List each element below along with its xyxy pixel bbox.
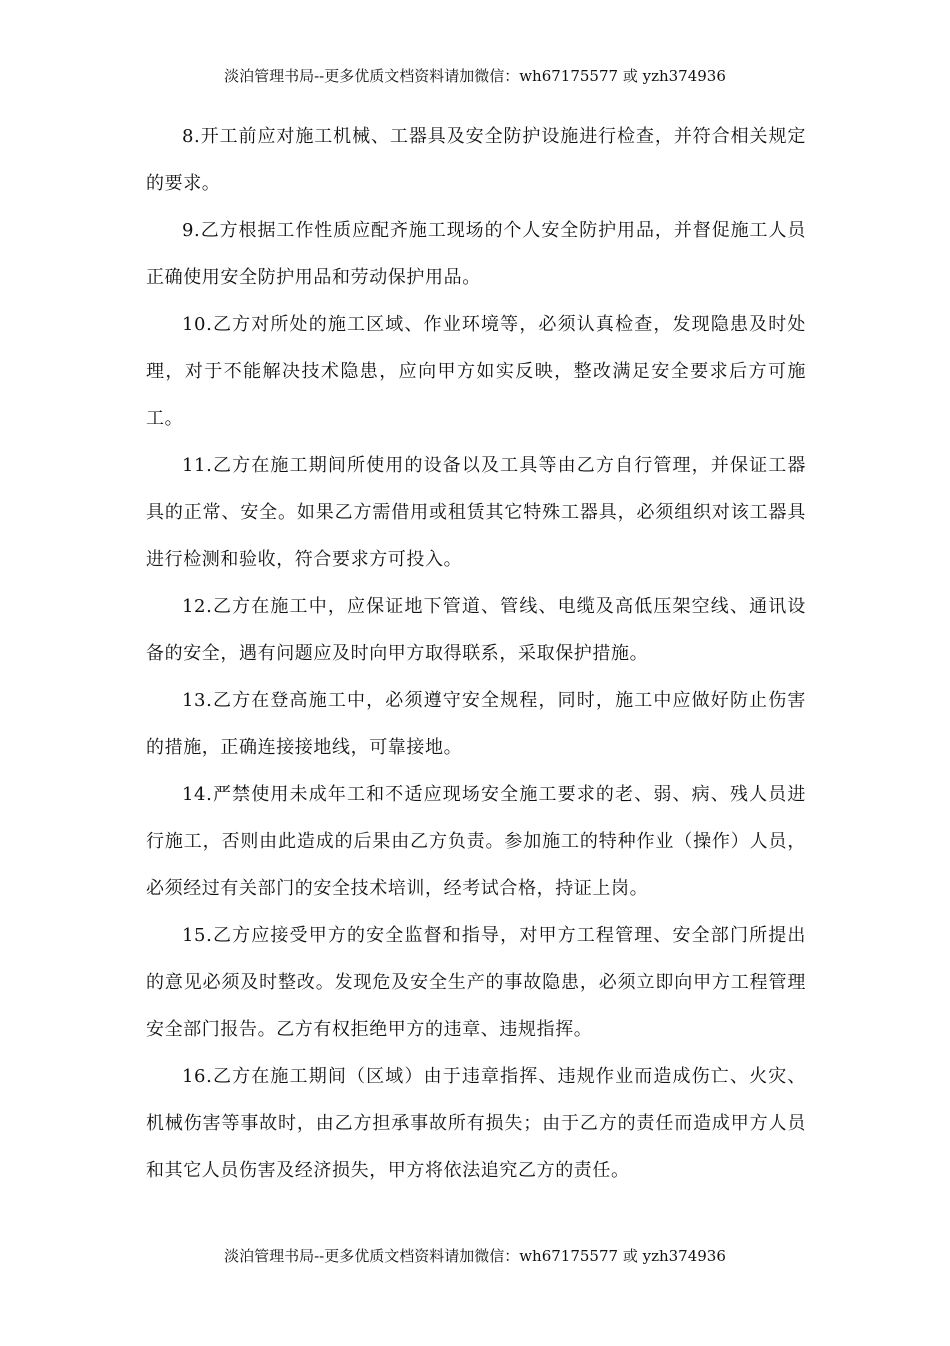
clause-14: 14.严禁使用未成年工和不适应现场安全施工要求的老、弱、病、残人员进行施工，否则由此造成的后果由乙方负责。参加施工的特种作业（操作）人员，必须经过有关部门的安全技术培训，经考试合格，持证上岗。 — [146, 784, 806, 899]
clause-13: 13.乙方在登高施工中，必须遵守安全规程，同时，施工中应做好防止伤害的措施，正确连接接地线，可靠接地。 — [146, 690, 806, 758]
clause-16: 16.乙方在施工期间（区域）由于违章指挥、违规作业而造成伤亡、火灾、机械伤害等事故时，由乙方担承事故所有损失；由于乙方的责任而造成甲方人员和其它人员伤害及经济损失，甲方将依法追究乙方的责任。 — [146, 1066, 806, 1181]
clause-12: 12.乙方在施工中，应保证地下管道、管线、电缆及高低压架空线、通讯设备的安全，遇有问题应及时向甲方取得联系，采取保护措施。 — [146, 596, 806, 664]
document-body — [146, 113, 806, 1194]
clause-9: 9.乙方根据工作性质应配齐施工现场的个人安全防护用品，并督促施工人员正确使用安全防护用品和劳动保护用品。 — [146, 220, 806, 288]
clause-15: 15.乙方应接受甲方的安全监督和指导，对甲方工程管理、安全部门所提出的意见必须及时整改。发现危及安全生产的事故隐患，必须立即向甲方工程管理安全部门报告。乙方有权拒绝甲方的违章、违规指挥。 — [146, 925, 806, 1040]
page-header: 淡泊管理书局--更多优质文档资料请加微信：wh67175577 或 yzh374936 — [224, 67, 726, 85]
clause-11: 11.乙方在施工期间所使用的设备以及工具等由乙方自行管理，并保证工器具的正常、安全。如果乙方需借用或租赁其它特殊工器具，必须组织对该工器具进行检测和验收，符合要求方可投入。 — [146, 455, 806, 570]
clause-8: 8.开工前应对施工机械、工器具及安全防护设施进行检查，并符合相关规定的要求。 — [146, 126, 806, 194]
clause-10: 10.乙方对所处的施工区域、作业环境等，必须认真检查，发现隐患及时处理，对于不能解决技术隐患，应向甲方如实反映，整改满足安全要求后方可施工。 — [146, 314, 806, 429]
page-footer: 淡泊管理书局--更多优质文档资料请加微信：wh67175577 或 yzh374936 — [224, 1247, 726, 1265]
